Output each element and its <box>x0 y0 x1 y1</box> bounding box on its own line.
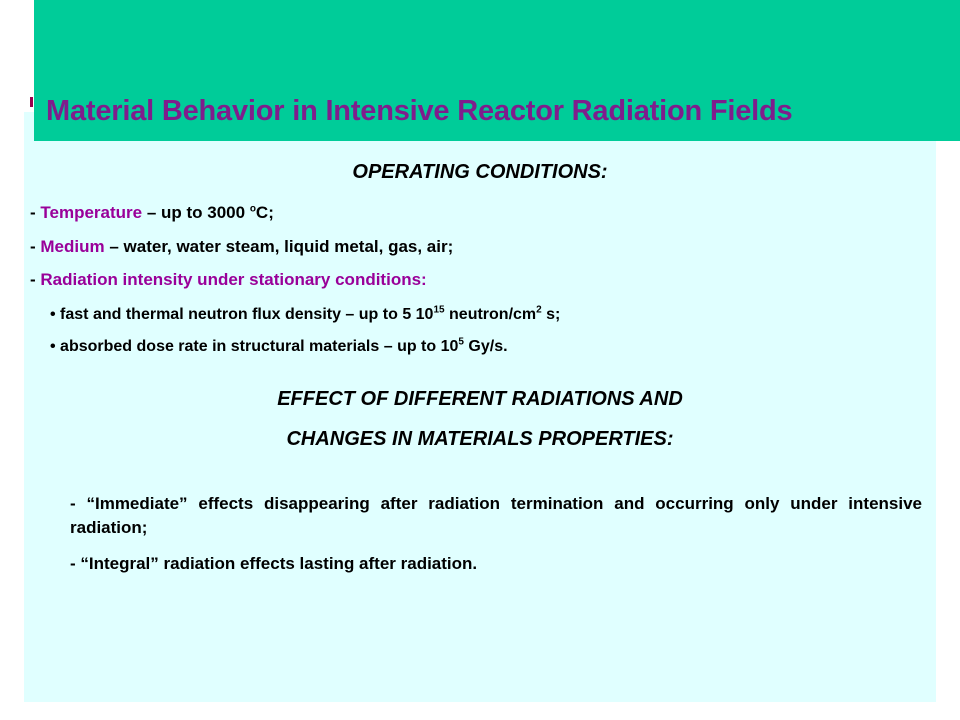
bullet-icon: • <box>50 338 56 355</box>
condition-medium: - Medium – water, water steam, liquid metal, gas, air; <box>30 237 454 256</box>
slide-title: Material Behavior in Intensive Reactor Radiation Fields <box>46 95 793 127</box>
effect-immediate: - “Immediate” effects disappearing after radiation termination and occurring only under intensive radiation; <box>70 494 922 537</box>
decorative-mark <box>30 97 33 107</box>
radiation-item-neutron-flux: • fast and thermal neutron flux density – up to 5 $10^{15}$ neutron/$cm^2$ s; <box>50 304 561 323</box>
operating-conditions-heading: OPERATING CONDITIONS: <box>352 161 608 183</box>
condition-label: Temperature <box>40 203 143 222</box>
bullet-icon: • <box>50 306 56 323</box>
condition-temperature: - Temperature – up to 3000 $^o$C; <box>30 203 274 222</box>
condition-label: Medium <box>40 237 105 256</box>
effects-heading-line2: CHANGES IN MATERIALS PROPERTIES: <box>286 428 674 450</box>
effects-heading-line1: EFFECT OF DIFFERENT RADIATIONS AND <box>277 388 683 410</box>
condition-label: Radiation intensity under stationary conditions: <box>40 270 427 289</box>
condition-radiation-intensity: - Radiation intensity under stationary conditions: <box>30 270 427 289</box>
radiation-item-dose-rate: • absorbed dose rate in structural materials – up to $10^5$ Gy/s. <box>50 336 508 355</box>
effect-integral: - “Integral” radiation effects lasting after radiation. <box>70 554 478 573</box>
